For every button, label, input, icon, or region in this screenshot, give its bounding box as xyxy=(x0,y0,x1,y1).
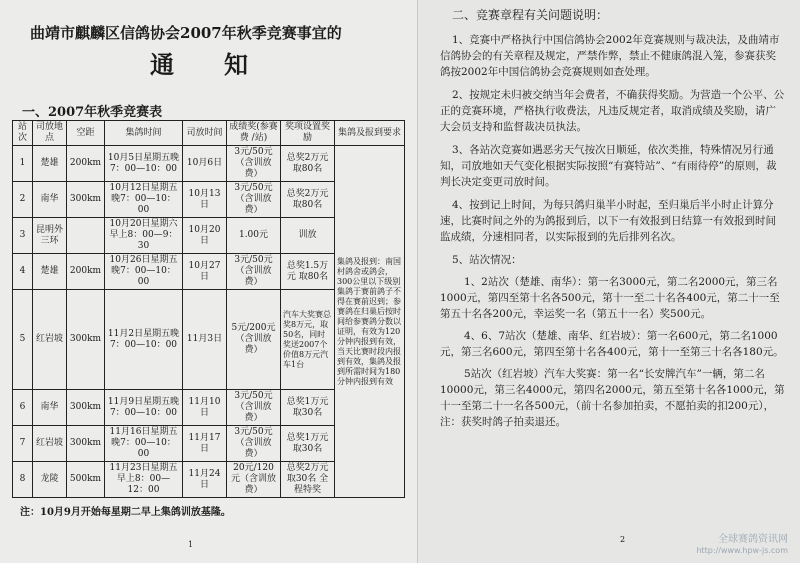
rule-item-2: 2、按规定未归被交纳当年会费者，不确获得奖励。为营造一个公平、公正的竞赛环境，严格执行收费法，凡违反规定者，取消成绩及奖励，请广大会员支持和监督裁决员执法。 xyxy=(440,89,785,133)
prize-item-3: 5站次（红岩坡）汽车大奖赛：第一名“长安牌汽车”一辆，第二名10000元，第三名4000元，第四名2000元，第五至第十名各1000元，第十一至第二十一名各500元，（前十名参加拍卖，不愿拍卖的扣200元），注：获奖时鸽子拍卖退还。 xyxy=(440,368,785,428)
cell-stage: 7 xyxy=(13,426,33,462)
rules-list xyxy=(440,32,785,430)
cell-basketing: 10月20日星期六早上8：00—9：30 xyxy=(105,218,183,254)
cell-release: 10月20日 xyxy=(183,218,227,254)
cell-basketing: 11月23日星期五早上8：00—12：00 xyxy=(105,462,183,498)
cell-stage: 1 xyxy=(13,146,33,182)
cell-prizes: 总奖2万元 取80名 xyxy=(281,146,335,182)
cell-release: 11月10日 xyxy=(183,390,227,426)
watermark-url: http://www.hpw-js.com xyxy=(696,546,788,555)
right-page-number: 2 xyxy=(620,535,626,544)
cell-site: 楚雄 xyxy=(33,254,67,290)
cell-site: 昆明外三环 xyxy=(33,218,67,254)
cell-distance: 500km xyxy=(67,462,105,498)
section-two-title: 二、竞赛章程有关问题说明： xyxy=(452,8,609,22)
cell-fee: 20元/120元（含训放费） xyxy=(227,462,281,498)
cell-release: 11月24日 xyxy=(183,462,227,498)
rule-item-5: 5、站次情况： xyxy=(452,254,522,266)
cell-requirements: 集鸽及报到：南国村鸽舍或鸽会，300公里以下级别集鸽于赛前鸽子不得在赛前迟到；参赛鸽在归巢后按时间给参赛鸽分数以证明，有效为120分钟内报到有效，当天比赛时段内报到有效，集鸽及报到所需时间为180分钟内报到有效 xyxy=(335,146,405,498)
cell-stage: 4 xyxy=(13,254,33,290)
cell-prizes: 总奖2万元 取80名 xyxy=(281,182,335,218)
table-footnote: 注：10月9月开始每星期二早上集鸽训放基隆。 xyxy=(20,507,231,518)
col-header-basketing-time: 集鸽时间 xyxy=(105,121,183,146)
cell-fee: 3元/50元（含训放费） xyxy=(227,146,281,182)
prize-item-1: 1、2站次（楚雄、南华）：第一名3000元，第二名2000元，第三名1000元，第四至第十名各500元，第十一至二十名各400元，第二十一至第五十名各200元，幸运奖一名（第五十一名）奖500元。 xyxy=(440,276,780,320)
rule-item-3: 3、各站次竞赛如遇恶劣天气按次日顺延，依次类推，特殊情况另行通知，司放地如天气变化根据实际按照“有赛特站”、“有雨待停”的原则，裁判长决定变更司放时间。 xyxy=(440,144,777,188)
col-header-distance: 空距 xyxy=(67,121,105,146)
table-row xyxy=(13,146,405,182)
cell-release: 10月27日 xyxy=(183,254,227,290)
cell-fee: 3元/50元（含训放费） xyxy=(227,182,281,218)
cell-basketing: 11月9日星期五晚7：00—10：00 xyxy=(105,390,183,426)
section-one-title: 一、2007年秋季竞赛表 xyxy=(22,105,163,120)
cell-stage: 8 xyxy=(13,462,33,498)
col-header-stage: 站次 xyxy=(13,121,33,146)
cell-fee: 3元/50元（含训放费） xyxy=(227,426,281,462)
col-header-prizes: 奖项设置奖励 xyxy=(281,121,335,146)
rule-item-4: 4、按到记上时间，为每只鸽归巢半小时起，至归巢后半小时止计算分速，比赛时间之外的为鸽报到后，以下一有效报到日结算一有效报到时间监成绩，分速相同者，以实际报到的先后排列名次。 xyxy=(440,199,776,243)
cell-distance: 300km xyxy=(67,182,105,218)
cell-release: 10月6日 xyxy=(183,146,227,182)
cell-prizes: 训放 xyxy=(281,218,335,254)
cell-basketing: 10月12日星期五晚7：00—10：00 xyxy=(105,182,183,218)
col-header-requirements: 集鸽及报到要求 xyxy=(335,121,405,146)
cell-fee: 3元/50元（含训放费） xyxy=(227,390,281,426)
cell-basketing: 10月26日星期五晚7：00—10：00 xyxy=(105,254,183,290)
notice-title-line2: 通知 xyxy=(150,50,298,79)
cell-prizes: 总奖1万元 取30名 xyxy=(281,426,335,462)
cell-stage: 6 xyxy=(13,390,33,426)
cell-prizes: 总奖1万元 取30名 xyxy=(281,390,335,426)
cell-distance: 300km xyxy=(67,290,105,390)
rule-item-1: 1、竞赛中严格执行中国信鸽协会2002年竞赛规则与裁决法，及曲靖市信鸽协会的有关章程及规定，严禁作弊，禁止不健康鸽混入笼，参赛获奖鸽按2002年中国信鸽协会竞赛规则如查处理。 xyxy=(440,34,780,78)
notice-title-line1: 曲靖市麒麟区信鸽协会2007年秋季竞赛事宜的 xyxy=(30,24,342,42)
cell-distance: 200km xyxy=(67,146,105,182)
prize-item-2: 4、6、7站次（楚雄、南华、红岩坡）：第一名600元，第二名1000元，第三名600元，第四至第十名各400元，第十一至第三十名各180元。 xyxy=(440,330,784,358)
cell-site: 南华 xyxy=(33,182,67,218)
cell-stage: 5 xyxy=(13,290,33,390)
cell-basketing: 11月16日星期五晚7：00—10：00 xyxy=(105,426,183,462)
left-page-number: 1 xyxy=(188,540,194,549)
cell-site: 红岩坡 xyxy=(33,290,67,390)
cell-site: 红岩坡 xyxy=(33,426,67,462)
cell-release: 10月13日 xyxy=(183,182,227,218)
col-header-release-site: 司放地点 xyxy=(33,121,67,146)
cell-distance: 300km xyxy=(67,426,105,462)
cell-site: 龙陵 xyxy=(33,462,67,498)
cell-distance xyxy=(67,218,105,254)
watermark-site-name: 全球赛鸽资讯网 xyxy=(718,534,788,545)
cell-basketing: 10月5日星期五晚7：00—10：00 xyxy=(105,146,183,182)
cell-basketing: 11月2日星期五晚7：00—10：00 xyxy=(105,290,183,390)
cell-distance: 300km xyxy=(67,390,105,426)
cell-release: 11月3日 xyxy=(183,290,227,390)
table-header-row xyxy=(13,121,405,146)
col-header-release-time: 司放时间 xyxy=(183,121,227,146)
race-schedule-table xyxy=(12,120,405,498)
cell-prizes: 总奖1.5万元 取80名 xyxy=(281,254,335,290)
cell-site: 楚雄 xyxy=(33,146,67,182)
cell-distance: 200km xyxy=(67,254,105,290)
cell-stage: 2 xyxy=(13,182,33,218)
cell-fee: 3元/50元（含训放费） xyxy=(227,254,281,290)
cell-site: 南华 xyxy=(33,390,67,426)
col-header-entry-fee: 成绩奖(参赛费 /站) xyxy=(227,121,281,146)
cell-prizes: 汽车大奖赛总奖8万元，取50名，同时奖送2007个价值8万元汽车1台 xyxy=(281,290,335,390)
cell-fee: 5元/200元（含训放费） xyxy=(227,290,281,390)
cell-fee: 1.00元 xyxy=(227,218,281,254)
cell-prizes: 总奖2万元 取30名 全程特奖 xyxy=(281,462,335,498)
cell-release: 11月17日 xyxy=(183,426,227,462)
cell-stage: 3 xyxy=(13,218,33,254)
